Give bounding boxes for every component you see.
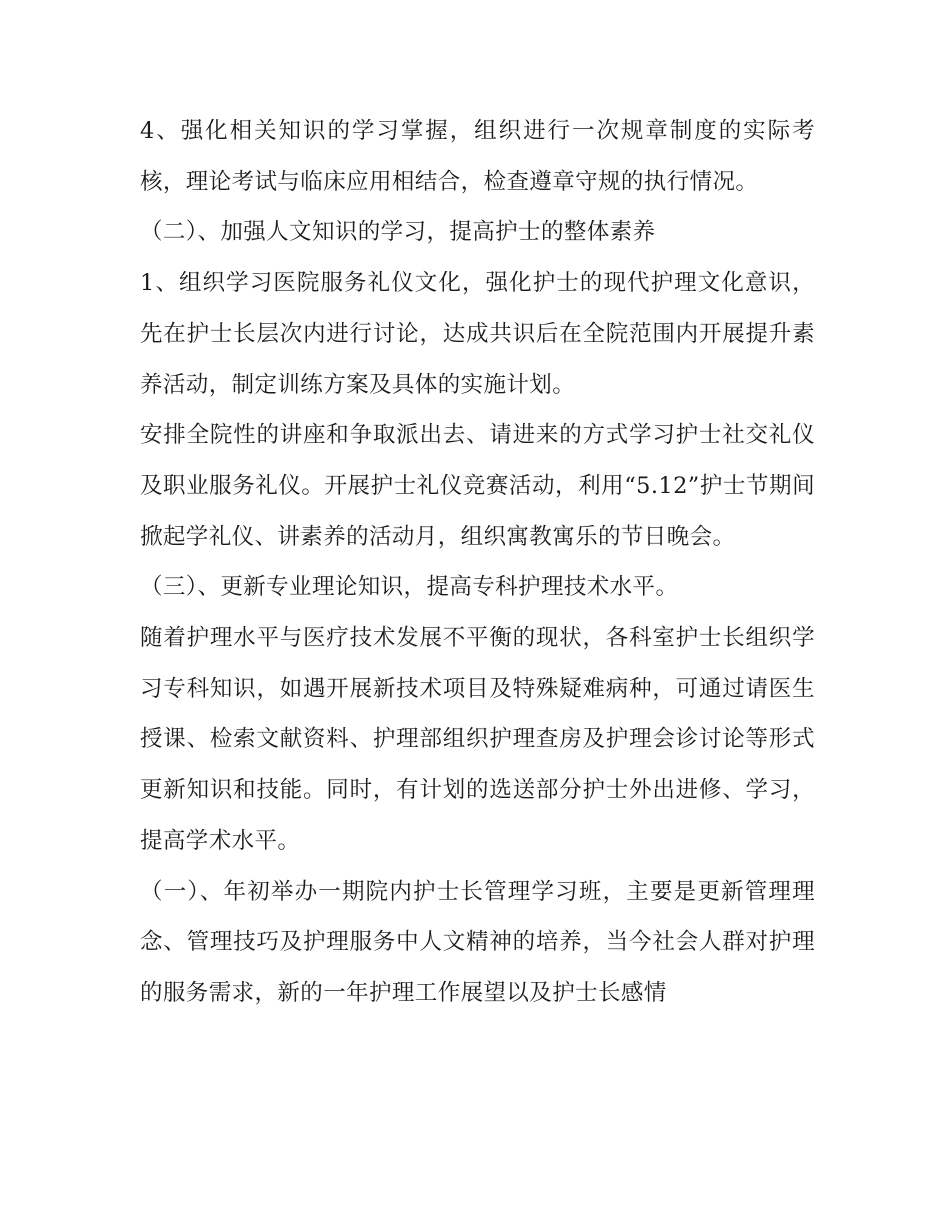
paragraph-head-nurse-training: （一）、年初举办一期院内护士长管理学习班，主要是更新管理理念、管理技巧及护理服务中人文精神的培养，当今社会人群对护理的服务需求，新的一年护理工作展望以及护士长感情 xyxy=(140,878,815,1006)
paragraph-regulation-assessment: 4、强化相关知识的学习掌握，组织进行一次规章制度的实际考核，理论考试与临床应用相结合，检查遵章守规的执行情况。 xyxy=(140,118,815,195)
paragraph-etiquette-culture: 1、组织学习医院服务礼仪文化，强化护士的现代护理文化意识，先在护士长层次内进行讨论，达成共识后在全院范围内开展提升素养活动，制定训练方案及具体的实施计划。 xyxy=(140,270,815,398)
heading-professional-knowledge: （三）、更新专业理论知识，提高专科护理技术水平。 xyxy=(140,574,679,601)
document-body xyxy=(140,106,815,1019)
paragraph-etiquette-activities: 安排全院性的讲座和争取派出去、请进来的方式学习护士社交礼仪及职业服务礼仪。开展护士礼仪竞赛活动，利用“5.12”护士节期间掀起学礼仪、讲素养的活动月，组织寓教寓乐的节日晚会。 xyxy=(140,422,815,550)
paragraph-specialty-learning: 随着护理水平与医疗技术发展不平衡的现状，各科室护士长组织学习专科知识，如遇开展新技术项目及特殊疑难病种，可通过请医生授课、检索文献资料、护理部组织护理查房及护理会诊讨论等形式更新知识和技能。同时，有计划的选送部分护士外出进修、学习，提高学术水平。 xyxy=(140,625,815,854)
heading-humanities-study: （二）、加强人文知识的学习，提高护士的整体素养 xyxy=(140,219,656,246)
